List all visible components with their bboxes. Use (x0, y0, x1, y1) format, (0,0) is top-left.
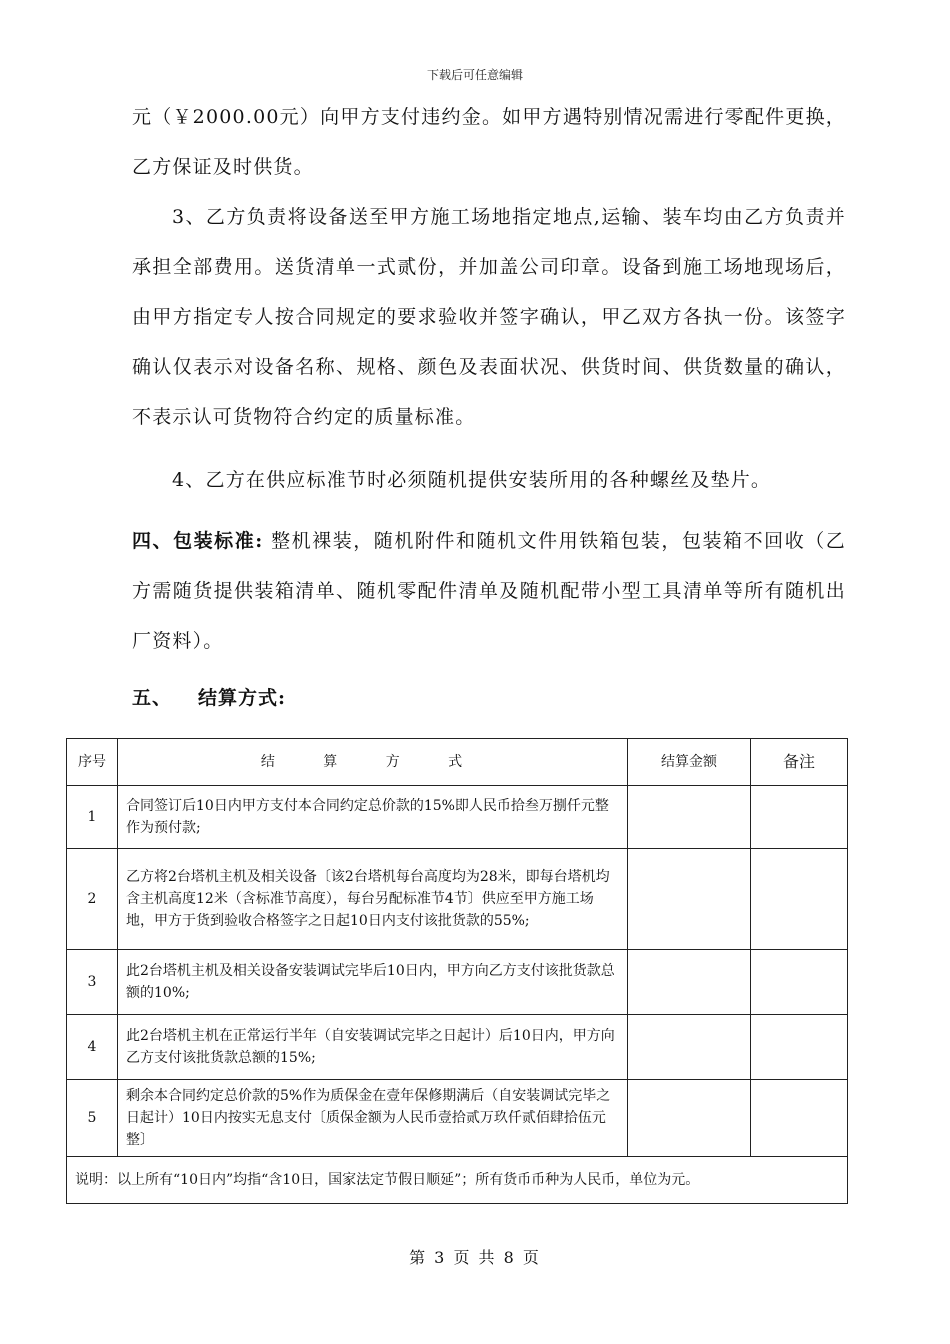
row-amount (628, 1080, 751, 1157)
row-method: 剩余本合同约定总价款的5%作为质保金在壹年保修期满后（自安装调试完毕之日起计）10日内按实无息支付〔质保金额为人民币壹拾贰万玖仟贰佰肆拾伍元整〕 (118, 1080, 628, 1157)
page-header-note: 下载后可任意编辑 (426, 68, 523, 82)
table-row (67, 786, 848, 849)
table-footnote: 说明：以上所有“10日内”均指“含10日，国家法定节假日顺延”；所有货币币种为人民币，单位为元。 (67, 1157, 848, 1204)
table-row (67, 1080, 848, 1157)
row-note (751, 849, 848, 950)
row-note (751, 950, 848, 1015)
header-num: 序号 (67, 739, 118, 786)
header-method: 结 算 方 式 (118, 739, 628, 786)
row-note (751, 1080, 848, 1157)
row-amount (628, 1015, 751, 1080)
page-number: 第 3 页 共 8 页 (409, 1248, 541, 1267)
row-num: 1 (67, 786, 118, 849)
row-note (751, 786, 848, 849)
table-row (67, 1015, 848, 1080)
row-num: 2 (67, 849, 118, 950)
packaging-body: 整机裸装，随机附件和随机文件用铁箱包装，包装箱不回收（乙方需随货提供装箱清单、随机零配件清单及随机配带小型工具清单等所有随机出厂资料）。 (132, 530, 846, 652)
table-row (67, 849, 848, 950)
table-row (67, 950, 848, 1015)
header-amount: 结算金额 (628, 739, 751, 786)
section-title: 结算方式: (198, 687, 287, 709)
row-method: 此2台塔机主机在正常运行半年（自安装调试完毕之日起计）后10日内，甲方向乙方支付该批货款总额的15%; (118, 1015, 628, 1080)
section-heading-settlement (132, 683, 286, 710)
table-header-row (67, 739, 848, 786)
row-num: 5 (67, 1080, 118, 1157)
row-amount (628, 950, 751, 1015)
paragraph-packaging (132, 516, 846, 666)
header-note: 备注 (751, 739, 848, 786)
row-method: 乙方将2台塔机主机及相关设备〔该2台塔机每台高度均为28米，即每台塔机均含主机高度12米（含标准节高度），每台另配标准节4节〕供应至甲方施工场地，甲方于货到验收合格签字之日起10日内支付该批货款的55%; (118, 849, 628, 950)
row-amount (628, 849, 751, 950)
settlement-table (66, 738, 848, 1204)
paragraph-delivery: 3、乙方负责将设备送至甲方施工场地指定地点,运输、装车均由乙方负责并承担全部费用。送货清单一式贰份，并加盖公司印章。设备到施工场地现场后，由甲方指定专人按合同规定的要求验收并签字确认，甲乙双方各执一份。该签字确认仅表示对设备名称、规格、颜色及表面状况、供货时间、供货数量的确认，不表示认可货物符合约定的质量标准。 (132, 206, 846, 428)
row-num: 4 (67, 1015, 118, 1080)
table-footnote-row (67, 1157, 848, 1204)
row-method: 此2台塔机主机及相关设备安装调试完毕后10日内，甲方向乙方支付该批货款总额的10%; (118, 950, 628, 1015)
row-note (751, 1015, 848, 1080)
paragraph-penalty: 元（￥2000.00元）向甲方支付违约金。如甲方遇特别情况需进行零配件更换，乙方保证及时供货。 (132, 106, 846, 178)
row-method: 合同签订后10日内甲方支付本合同约定总价款的15%即人民币拾叁万捌仟元整作为预付款; (118, 786, 628, 849)
row-num: 3 (67, 950, 118, 1015)
paragraph-bolts: 4、乙方在供应标准节时必须随机提供安装所用的各种螺丝及垫片。 (172, 469, 772, 491)
section-number: 五、 (132, 687, 173, 709)
row-amount (628, 786, 751, 849)
packaging-title: 四、包装标准: (132, 530, 264, 552)
